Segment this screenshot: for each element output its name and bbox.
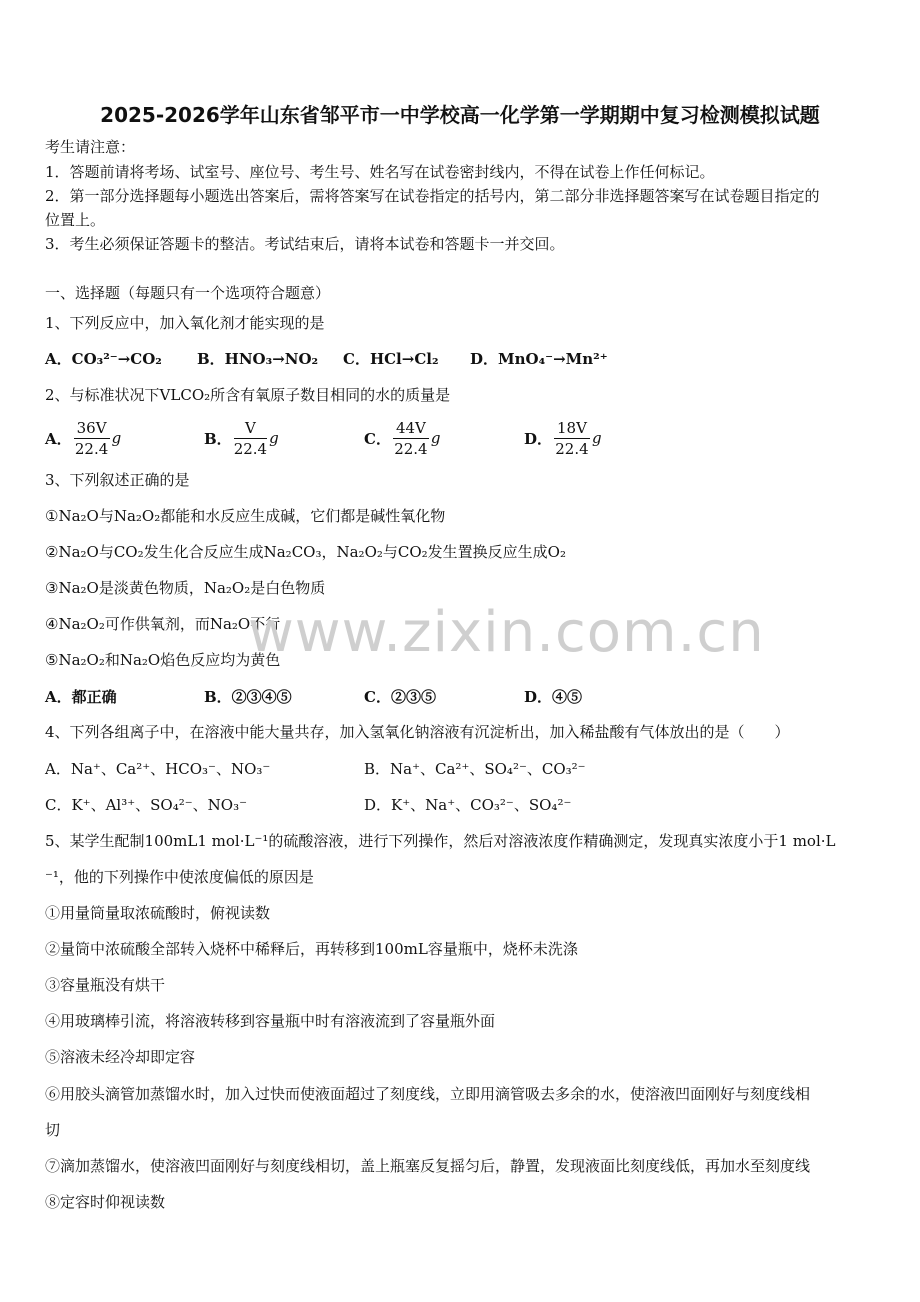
option-letter: C． <box>364 429 391 448</box>
question-2-stem: 2、与标准状况下VLCO₂所含有氧原子数目相同的水的质量是 <box>45 386 451 404</box>
unit: g <box>591 429 602 447</box>
q3-option-c: C．②③⑤ <box>364 688 436 706</box>
option-letter: B． <box>204 429 232 448</box>
q5-item: ②量筒中浓硫酸全部转入烧杯中稀释后，再转移到100mL容量瓶中，烧杯未洗涤 <box>45 940 578 958</box>
q5-item: ⑧定容时仰视读数 <box>45 1193 166 1211</box>
q4-option-a: A．Na⁺、Ca²⁺、HCO₃⁻、NO₃⁻ <box>45 760 271 778</box>
q1-option-c: C．HCl→Cl₂ <box>343 350 439 368</box>
denominator: 22.4 <box>555 439 589 458</box>
question-5-stem: 5、某学生配制100mL1 mol·L⁻¹的硫酸溶液，进行下列操作，然后对溶液浓度作精确测定，发现真实浓度小于1 mol·L <box>45 832 836 850</box>
q2-option-c <box>364 413 440 463</box>
section-heading: 一、选择题（每题只有一个选项符合题意） <box>45 284 331 302</box>
page-title: 2025-2026学年山东省邹平市一中学校高一化学第一学期期中复习检测模拟试题 <box>100 103 820 127</box>
unit: g <box>111 429 122 447</box>
fraction <box>393 418 429 459</box>
question-1-stem: 1、下列反应中，加入氧化剂才能实现的是 <box>45 314 325 332</box>
denominator: 22.4 <box>394 439 428 458</box>
unit: g <box>430 429 441 447</box>
q1-option-b: B．HNO₃→NO₂ <box>197 350 319 368</box>
question-4-stem: 4、下列各组离子中，在溶液中能大量共存，加入氢氧化钠溶液有沉淀析出，加入稀盐酸有气体放出的是（ ） <box>45 723 790 741</box>
notice-item: 位置上。 <box>45 211 106 229</box>
fraction <box>554 418 590 459</box>
q4-option-b: B．Na⁺、Ca²⁺、SO₄²⁻、CO₃²⁻ <box>364 760 586 778</box>
q3-statement: ②Na₂O与CO₂发生化合反应生成Na₂CO₃，Na₂O₂与CO₂发生置换反应生成O₂ <box>45 543 566 561</box>
q5-item: ⑥用胶头滴管加蒸馏水时，加入过快而使液面超过了刻度线，立即用滴管吸去多余的水，使溶液凹面刚好与刻度线相 <box>45 1085 811 1103</box>
denominator: 22.4 <box>233 439 268 458</box>
q1-option-d: D．MnO₄⁻→Mn²⁺ <box>470 350 608 368</box>
option-letter: D． <box>524 429 553 448</box>
option-letter: A． <box>45 429 72 448</box>
notice-item: 2．第一部分选择题每小题选出答案后，需将答案写在试卷指定的括号内，第二部分非选择题答案写在试卷题目指定的 <box>45 187 820 205</box>
notice-item: 3．考生必须保证答题卡的整洁。考试结束后，请将本试卷和答题卡一并交回。 <box>45 235 565 253</box>
q3-statement: ⑤Na₂O₂和Na₂O焰色反应均为黄色 <box>45 651 281 669</box>
q5-item: ⑤溶液未经冷却即定容 <box>45 1048 196 1066</box>
watermark: www.zixin.com.cn <box>248 600 765 665</box>
question-5-stem-cont: ⁻¹，他的下列操作中使浓度偏低的原因是 <box>45 868 314 886</box>
q3-statement: ③Na₂O是淡黄色物质，Na₂O₂是白色物质 <box>45 579 326 597</box>
q3-statement: ④Na₂O₂可作供氧剂，而Na₂O不行 <box>45 615 281 633</box>
q5-item: ③容量瓶没有烘干 <box>45 976 166 994</box>
q3-option-d: D．④⑤ <box>524 688 583 706</box>
numerator: V <box>234 418 267 439</box>
q5-item-cont: 切 <box>45 1121 61 1139</box>
numerator: 36V <box>74 418 110 439</box>
q3-option-a: A．都正确 <box>45 688 117 706</box>
q3-statement: ①Na₂O与Na₂O₂都能和水反应生成碱，它们都是碱性氧化物 <box>45 507 446 525</box>
q4-option-c: C．K⁺、Al³⁺、SO₄²⁻、NO₃⁻ <box>45 796 248 814</box>
q5-item: ①用量筒量取浓硫酸时，俯视读数 <box>45 904 271 922</box>
numerator: 18V <box>554 418 590 439</box>
fraction <box>234 418 267 459</box>
q2-option-d <box>524 413 602 463</box>
numerator: 44V <box>393 418 429 439</box>
fraction <box>74 418 110 459</box>
q3-option-b: B．②③④⑤ <box>204 688 292 706</box>
notice-item: 1．答题前请将考场、试室号、座位号、考生号、姓名写在试卷密封线内，不得在试卷上作任何标记。 <box>45 163 715 181</box>
q2-option-b <box>204 413 279 463</box>
q5-item: ⑦滴加蒸馏水，使溶液凹面刚好与刻度线相切，盖上瓶塞反复摇匀后，静置，发现液面比刻度线低，再加水至刻度线 <box>45 1157 811 1175</box>
question-3-stem: 3、下列叙述正确的是 <box>45 471 190 489</box>
unit: g <box>269 429 279 447</box>
q4-option-d: D．K⁺、Na⁺、CO₃²⁻、SO₄²⁻ <box>364 796 572 814</box>
q2-option-a <box>45 413 121 463</box>
denominator: 22.4 <box>74 439 109 458</box>
notice-heading: 考生请注意： <box>45 138 136 156</box>
q1-option-a: A．CO₃²⁻→CO₂ <box>45 350 162 368</box>
q5-item: ④用玻璃棒引流，将溶液转移到容量瓶中时有溶液流到了容量瓶外面 <box>45 1012 496 1030</box>
